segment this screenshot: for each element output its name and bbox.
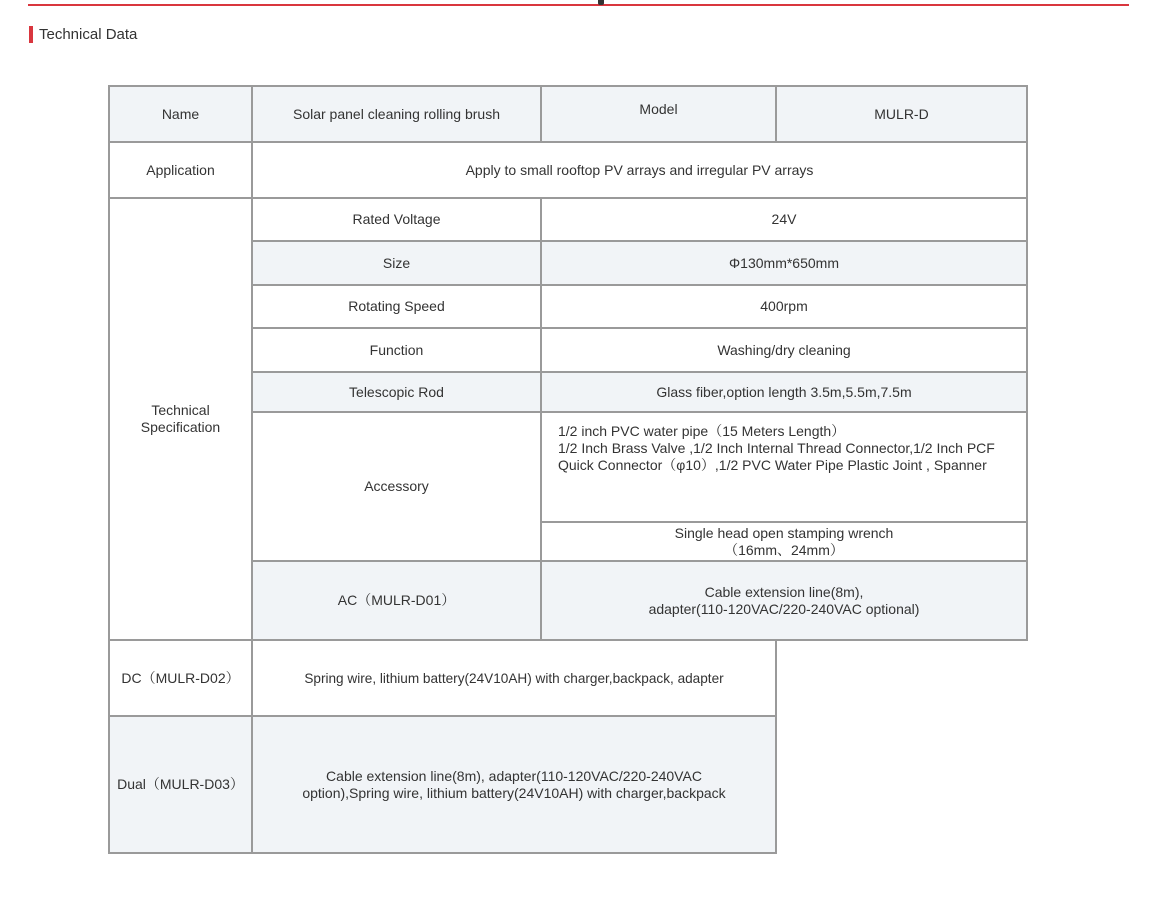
- cell-model-ac-label: AC（MULR-D01）: [252, 561, 541, 640]
- section-title-marker: [29, 26, 33, 43]
- top-notch-mark: [598, 0, 604, 5]
- table-row-spec-0: [109, 198, 1027, 241]
- cell-name-value: Solar panel cleaning rolling brush: [252, 86, 541, 142]
- section-title-text: Technical Data: [39, 25, 138, 43]
- cell-spec-param: Rotating Speed: [252, 285, 541, 328]
- cell-accessory-value-1: 1/2 inch PVC water pipe（15 Meters Length） 1/2 Inch Brass Valve ,1/2 Inch Internal Thread Connector,1/2 Inch PCF Quick Connector（φ10）,1/2 PVC Water Pipe Plastic Joint , Spanner: [541, 412, 1027, 522]
- cell-spec-value: 400rpm: [541, 285, 1027, 328]
- model-label-text: Model: [639, 100, 678, 117]
- cell-model-ac-value: Cable extension line(8m), adapter(110-120VAC/220-240VAC optional): [541, 561, 1027, 640]
- table-row-name: [109, 86, 1027, 142]
- cell-spec-param: Function: [252, 328, 541, 372]
- table-row-model-dual: [109, 716, 1027, 853]
- table-row-model-dc: [109, 640, 1027, 716]
- cell-model-dc-value: Spring wire, lithium battery(24V10AH) with charger,backpack, adapter: [252, 640, 776, 716]
- cell-spec-value: Glass fiber,option length 3.5m,5.5m,7.5m: [541, 372, 1027, 412]
- cell-model-value: MULR-D: [776, 86, 1027, 142]
- cell-name-label: Name: [109, 86, 252, 142]
- cell-model-dual-label: Dual（MULR-D03）: [109, 716, 252, 853]
- cell-spec-param: Telescopic Rod: [252, 372, 541, 412]
- cell-accessory-label: Accessory: [252, 412, 541, 561]
- section-title: [29, 25, 137, 43]
- cell-spec-value: Washing/dry cleaning: [541, 328, 1027, 372]
- cell-application-value: Apply to small rooftop PV arrays and irregular PV arrays: [252, 142, 1027, 198]
- cell-spec-param: Size: [252, 241, 541, 285]
- cell-spec-value: 24V: [541, 198, 1027, 241]
- cell-application-label: Application: [109, 142, 252, 198]
- cell-model-dual-value: Cable extension line(8m), adapter(110-120VAC/220-240VAC option),Spring wire, lithium battery(24V10AH) with charger,backpack: [252, 716, 776, 853]
- technical-data-table: [108, 85, 1028, 854]
- cell-technical-specification-label: Technical Specification: [109, 198, 252, 640]
- cell-model-label: [541, 86, 776, 142]
- table-row-application: [109, 142, 1027, 198]
- cell-spec-param: Rated Voltage: [252, 198, 541, 241]
- cell-spec-value: Φ130mm*650mm: [541, 241, 1027, 285]
- cell-accessory-value-2: Single head open stamping wrench （16mm、24mm）: [541, 522, 1027, 561]
- cell-model-dc-label: DC（MULR-D02）: [109, 640, 252, 716]
- top-accent-rule: [28, 4, 1129, 6]
